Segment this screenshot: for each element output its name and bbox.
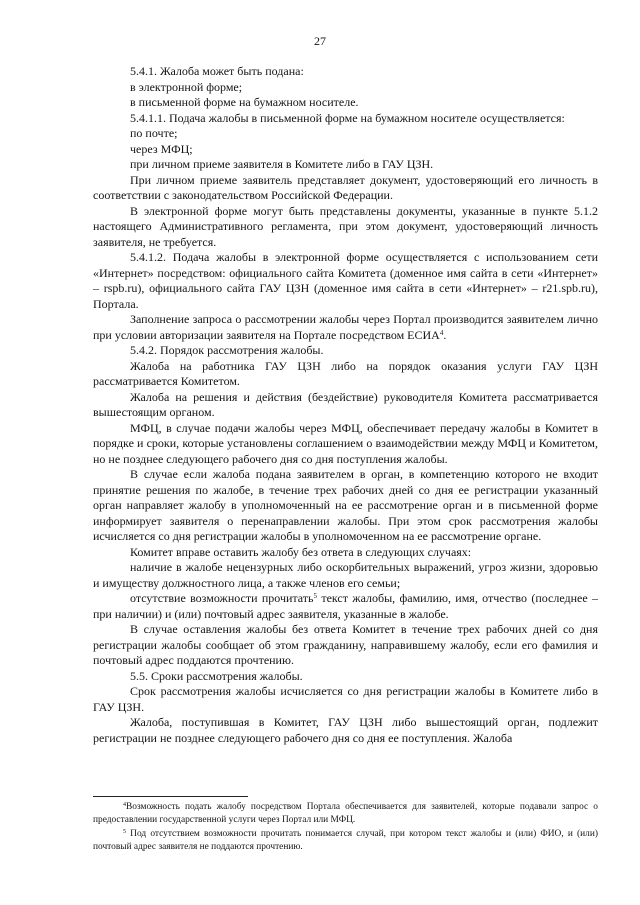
- paragraph: Жалоба на работника ГАУ ЦЗН либо на порядок оказания услуги ГАУ ЦЗН рассматривается Комитетом.: [93, 358, 598, 388]
- paragraph: При личном приеме заявитель представляет документ, удостоверяющий его личность в соответствии с законодательством Российской Федерации.: [93, 172, 598, 202]
- paragraph: В электронной форме могут быть представлены документы, указанные в пункте 5.1.2 настоящего Административного регламента, при этом документ, удостоверяющий личность заявителя, не требуется.: [93, 203, 598, 249]
- footnote-mark: 4: [123, 802, 126, 808]
- paragraph: 5.4.1.1. Подача жалобы в письменной форме на бумажном носителе осуществляется:: [130, 110, 565, 125]
- paragraph: наличие в жалобе нецензурных либо оскорбительных выражений, угроз жизни, здоровью и имуществу должностного лица, а также членов его семьи;: [93, 560, 598, 590]
- paragraph: Жалоба на решения и действия (бездействие) руководителя Комитета рассматривается вышестоящим органом.: [93, 389, 598, 419]
- paragraph: в письменной форме на бумажном носителе.: [130, 95, 359, 109]
- footnote: $^4$Возможность подать жалобу посредством Портала обеспечивается для заявителей, которые подавали запрос о предоставлении государственной услуги через Портал или МФЦ.: [93, 802, 598, 826]
- paragraph: Жалоба, поступившая в Комитет, ГАУ ЦЗН либо вышестоящий орган, подлежит регистрации не позднее следующего рабочего дня со дня ее поступления. Жалоба: [93, 715, 598, 745]
- paragraph: В случае оставления жалобы без ответа Комитет в течение трех рабочих дней со дня регистрации жалобы сообщает об этом гражданину, направившему жалобу, если его фамилия и почтовый адрес поддаются прочтению.: [93, 622, 598, 667]
- paragraph: В случае если жалоба подана заявителем в орган, в компетенцию которого не входит принятие решения по жалобе, в течение трех рабочих дней со дня ее регистрации указанный орган направляет жалобу в уполномоченный на ее рассмотрение орган и в письменной форме информирует заявителя о перенаправлении жалобы. При этом срок рассмотрения жалобы исчисляется со дня регистрации жалобы в уполномоченном на ее рассмотрение органе.: [93, 467, 598, 543]
- footnote-mark: 5: [123, 828, 126, 835]
- paragraph: 5.5. Сроки рассмотрения жалобы.: [130, 668, 303, 683]
- paragraph: Заполнение запроса о рассмотрении жалобы через Портал производится заявителем лично при условии авторизации заявителя на Портале посредством ЕСИА$^4$.: [93, 312, 598, 342]
- footnote-ref: 5: [313, 592, 318, 600]
- paragraph: Срок рассмотрения жалобы исчисляется со дня регистрации жалобы в Комитете либо в ГАУ ЦЗН.: [93, 684, 598, 714]
- paragraph: в электронной форме;: [130, 79, 243, 94]
- footnote-separator: [93, 796, 248, 797]
- footnote: $^5$ Под отсутствием возможности прочитать понимается случай, при котором текст жалобы и (или) ФИО, и (или) почтовый адрес заявителя не поддаются прочтению.: [93, 828, 598, 853]
- body-text: [93, 64, 598, 746]
- paragraph: Комитет вправе оставить жалобу без ответа в следующих случаях:: [130, 544, 472, 559]
- paragraph: при личном приеме заявителя в Комитете либо в ГАУ ЦЗН.: [130, 157, 434, 171]
- paragraph: отсутствие возможности прочитать$^5$ текст жалобы, фамилию, имя, отчество (последнее – при наличии) и (или) почтовый адрес заявителя, указанные в жалобе.: [93, 591, 599, 621]
- paragraph: МФЦ, в случае подачи жалобы через МФЦ, обеспечивает передачу жалобы в Комитет в порядке и сроки, которые установлены соглашением о взаимодействии между МФЦ и Комитетом, но не позднее следующего рабочего дня со дня поступления жалобы.: [93, 420, 598, 466]
- footnotes: [93, 801, 598, 855]
- page-number: 27: [314, 34, 326, 48]
- footnote-ref: 4: [439, 328, 444, 337]
- paragraph: по почте;: [130, 126, 178, 140]
- paragraph: 5.4.1. Жалоба может быть подана:: [130, 64, 304, 78]
- paragraph: 5.4.1.2. Подача жалобы в электронной форме осуществляется с использованием сети «Интернет» посредством: официального сайта Комитета (доменное имя сайта в сети «Интернет» – rspb.ru), официального сайта ГАУ ЦЗН (доменное имя сайта в сети «Интернет» – r21.spb.ru), Портала.: [93, 250, 598, 311]
- paragraph: 5.4.2. Порядок рассмотрения жалобы.: [130, 343, 324, 357]
- paragraph: через МФЦ;: [130, 141, 193, 156]
